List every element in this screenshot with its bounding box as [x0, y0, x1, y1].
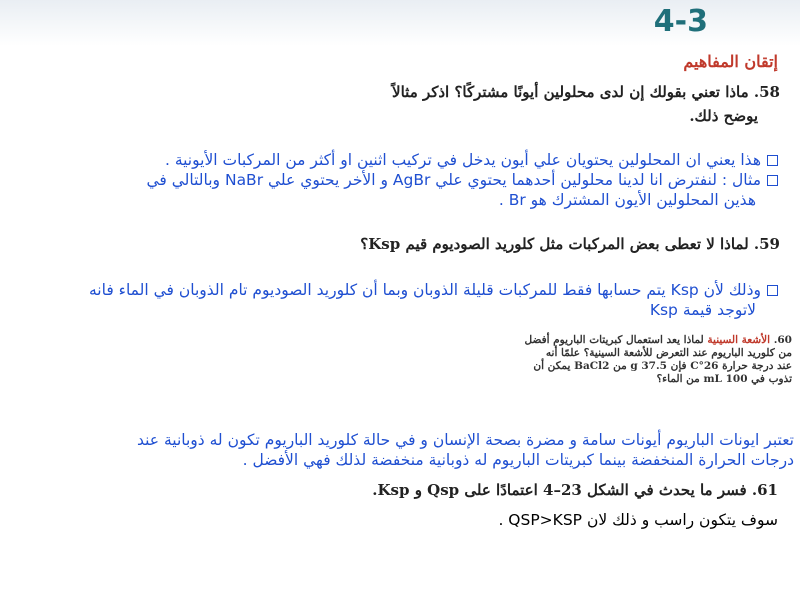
question-number: 59.: [753, 235, 780, 253]
question-text: ماذا تعني بقولك إن لدى محلولين أيونًا مشتركًا؟ اذكر مثالاً: [392, 83, 749, 101]
question-60-line-1: [412, 334, 792, 347]
answer-58-bullet-2-cont: هذين المحلولين الأيون المشترك هو Br .: [498, 191, 756, 209]
question-60-line-2: من كلوريد الباريوم عند التعرض للأشعة السينية؟ علمًا أنه: [545, 347, 792, 359]
answer-text: هذا يعني ان المحلولين يحتويان علي أيون يدخل في تركيب اثنين او أكثر من المركبات الأيونية .: [164, 151, 761, 169]
question-58-line-2: يوضح ذلك.: [689, 107, 758, 125]
question-58-line-1: [220, 80, 780, 104]
answer-60-line-2: درجات الحرارة المنخفضة بينما كبريتات الباريوم له ذوبانية منخفضة لذلك فهي الأفضل .: [242, 451, 794, 469]
answer-58-bullet-2: [18, 170, 778, 190]
question-number: 58.: [753, 83, 780, 101]
question-text: فسر ما يحدث في الشكل 23–4 اعتمادًا على Qsp و Ksp.: [372, 481, 747, 499]
checkbox-bullet-icon: [767, 175, 778, 186]
question-59: [220, 232, 780, 256]
section-heading: إتقان المفاهيم: [683, 52, 778, 71]
question-60-line-3: عند درجة حرارة 26°C فإن 37.5 g من BaCl2 يمكن أن: [533, 360, 792, 372]
answer-text: وذلك لأن Ksp يتم حسابها فقط للمركبات قليلة الذوبان وبما أن كلوريد الصوديوم تام الذوبان في الماء فانه: [88, 281, 761, 299]
answer-60: [14, 430, 794, 470]
question-60: [412, 334, 792, 386]
question-number: 61.: [751, 481, 778, 499]
answer-59-line-1: [18, 280, 778, 300]
checkbox-bullet-icon: [767, 285, 778, 296]
checkbox-bullet-icon: [767, 155, 778, 166]
answer-59: [18, 280, 778, 320]
question-60-line-4: تذوب في 100 mL من الماء؟: [656, 373, 792, 385]
answer-text: مثال : لنفترض انا لدينا محلولين أحدهما يحتوي علي AgBr و الأخر يحتوي علي NaBr وبالتالي في: [146, 171, 761, 189]
answer-58: [18, 150, 778, 210]
question-number: 60.: [773, 334, 792, 346]
question-text: لماذا يعد استعمال كبريتات الباريوم أفضل: [524, 334, 704, 346]
question-60-label: الأشعة السينية: [707, 334, 771, 346]
answer-60-line-1: تعتبر ايونات الباريوم أيونات سامة و مضرة بصحة الإنسان و في حالة كلوريد الباريوم تكون له ذوبانية عند: [136, 431, 794, 449]
question-61: [218, 478, 778, 502]
answer-61: سوف يتكون راسب و ذلك لان QSP>KSP .: [498, 511, 778, 529]
question-58: [220, 80, 780, 128]
answer-59-line-2: لاتوجد قيمة Ksp: [649, 301, 756, 319]
question-text: لماذا لا تعطى بعض المركبات مثل كلوريد الصوديوم قيم Ksp؟: [360, 235, 749, 253]
answer-58-bullet-1: [18, 150, 778, 170]
section-number: 4-3: [653, 4, 708, 39]
